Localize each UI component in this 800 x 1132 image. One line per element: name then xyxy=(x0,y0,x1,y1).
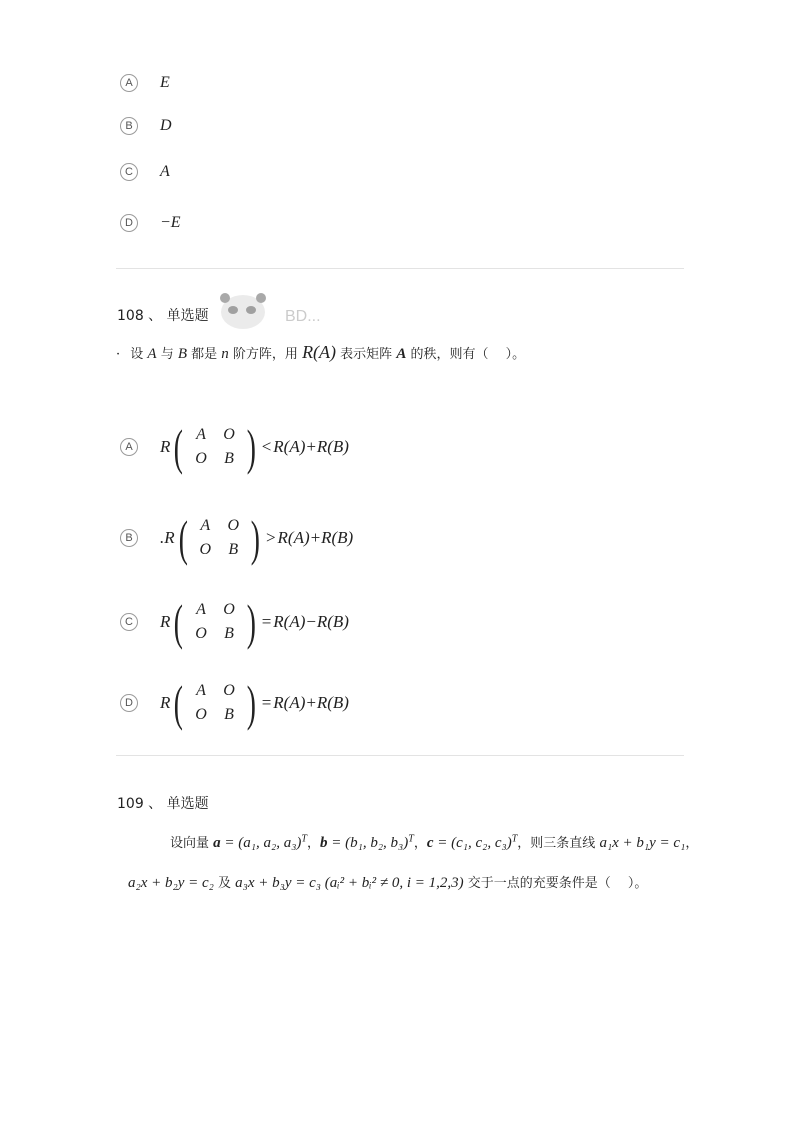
relation: = xyxy=(261,693,272,712)
line-equation-2: a₂x + b₂y = c₂ xyxy=(128,875,214,891)
option-expr: R ( A O O B ) = R(A)−R(B) xyxy=(160,594,349,650)
transpose: T xyxy=(511,833,518,845)
panda-watermark xyxy=(213,290,343,336)
relation: = xyxy=(261,612,272,631)
option-row-c[interactable] xyxy=(120,594,349,650)
stem-text: 阶方阵，用 xyxy=(228,347,303,362)
matrix-cell: O xyxy=(223,426,235,443)
option-row-d[interactable] xyxy=(120,214,181,232)
rank-difference: R(A)−R(B) xyxy=(273,612,349,631)
stem-text: 与 xyxy=(156,347,178,362)
matrix-cell: A xyxy=(196,601,206,618)
stem-text: 表示矩阵 xyxy=(336,347,397,362)
option-letter[interactable]: B xyxy=(120,117,138,135)
stem-text: 及 xyxy=(213,876,236,891)
option-expr: . R ( A O O B ) > R(A)+R(B) xyxy=(160,510,354,566)
option-row-d[interactable] xyxy=(120,675,349,731)
matrix-cell: A xyxy=(196,682,206,699)
option-letter[interactable]: D xyxy=(120,694,138,712)
stem-text: ，则三条直线 xyxy=(517,836,600,851)
option-letter[interactable]: C xyxy=(120,163,138,181)
rank-sum: R(A)+R(B) xyxy=(273,437,349,456)
divider xyxy=(116,268,684,269)
divider xyxy=(116,755,684,756)
matrix-cell: A xyxy=(200,517,211,534)
block-matrix xyxy=(191,514,247,562)
relation: > xyxy=(265,528,276,547)
stem-text: 的秩，则有（ ）。 xyxy=(406,347,526,362)
option-letter[interactable]: B xyxy=(120,529,138,547)
stem-math: n xyxy=(221,346,229,362)
option-expr: E xyxy=(160,74,170,91)
vector-a: a xyxy=(213,835,221,851)
option-row-c[interactable] xyxy=(120,163,170,181)
vector-b-def: = (b₁, b₂, b₃) xyxy=(327,835,409,851)
option-letter[interactable]: A xyxy=(120,438,138,456)
option-letter[interactable]: A xyxy=(120,74,138,92)
matrix-cell: O xyxy=(195,625,207,642)
option-expr: D xyxy=(160,117,172,134)
option-letter[interactable]: D xyxy=(120,214,138,232)
rank-sum: R(A)+R(B) xyxy=(277,528,354,547)
matrix-cell: O xyxy=(223,601,235,618)
option-expr: R ( A O O B ) = R(A)+R(B) xyxy=(160,675,349,731)
matrix-cell: B xyxy=(224,450,234,467)
question-header: 108 、 单选题 xyxy=(117,308,209,324)
transpose: T xyxy=(408,833,414,845)
stem-text: ， xyxy=(413,836,427,851)
block-matrix xyxy=(187,423,243,471)
rank-symbol: R xyxy=(160,612,171,631)
stem-text: ， xyxy=(685,836,699,851)
vector-c-def: = (c₁, c₂, c₃) xyxy=(433,835,512,851)
stem-text: ， xyxy=(306,836,320,851)
stem-math: A xyxy=(147,346,157,362)
stem-math: B xyxy=(177,346,188,362)
option-row-b[interactable] xyxy=(120,510,354,566)
option-prefix: . xyxy=(160,528,165,547)
rank-symbol: R xyxy=(160,437,171,456)
matrix-cell: B xyxy=(224,625,234,642)
line-equation-3: a₃x + b₃y = c₃ xyxy=(235,875,322,891)
matrix-cell: B xyxy=(228,541,239,558)
vector-b: b xyxy=(319,835,328,851)
question-header: 109 、 单选题 xyxy=(117,796,209,812)
option-row-b[interactable] xyxy=(120,117,172,135)
rank-sum: R(A)+R(B) xyxy=(273,693,349,712)
stem-text: 设向量 xyxy=(170,836,214,851)
relation: < xyxy=(261,437,272,456)
vector-a-def: = (a₁, a₂, a₃) xyxy=(220,835,302,851)
stem-bullet: · xyxy=(116,347,121,362)
question-stem-line2 xyxy=(128,872,647,892)
transpose: T xyxy=(301,833,307,845)
vector-c: c xyxy=(426,835,434,851)
stem-math: A xyxy=(396,346,407,362)
matrix-cell: O xyxy=(195,706,207,723)
matrix-cell: O xyxy=(195,450,207,467)
rank-symbol: R xyxy=(160,693,171,712)
block-matrix xyxy=(187,679,243,727)
option-expr: −E xyxy=(160,214,181,231)
matrix-cell: B xyxy=(224,706,234,723)
stem-text: 都是 xyxy=(187,347,222,362)
matrix-cell: A xyxy=(196,426,206,443)
condition: (aᵢ² + bᵢ² ≠ 0, i = 1,2,3) xyxy=(321,875,464,891)
block-matrix xyxy=(187,598,243,646)
option-row-a[interactable] xyxy=(120,419,349,475)
question-stem-line1 xyxy=(170,832,698,852)
stem-text: 设 xyxy=(130,347,148,362)
matrix-cell: O xyxy=(199,541,212,558)
option-letter[interactable]: C xyxy=(120,613,138,631)
option-row-a[interactable] xyxy=(120,74,170,92)
stem-math: R(A) xyxy=(302,342,337,362)
question-stem xyxy=(116,342,525,363)
stem-text: 交于一点的充要条件是（ ）。 xyxy=(463,876,648,891)
matrix-cell: O xyxy=(223,682,235,699)
matrix-cell: O xyxy=(227,517,240,534)
option-expr: R ( A O O B ) < R(A)+R(B) xyxy=(160,419,349,475)
option-expr: A xyxy=(160,163,170,180)
rank-symbol: R xyxy=(164,528,175,547)
line-equation-1: a₁x + b₁y = c₁ xyxy=(599,835,686,851)
watermark-text: BD... xyxy=(285,308,321,325)
